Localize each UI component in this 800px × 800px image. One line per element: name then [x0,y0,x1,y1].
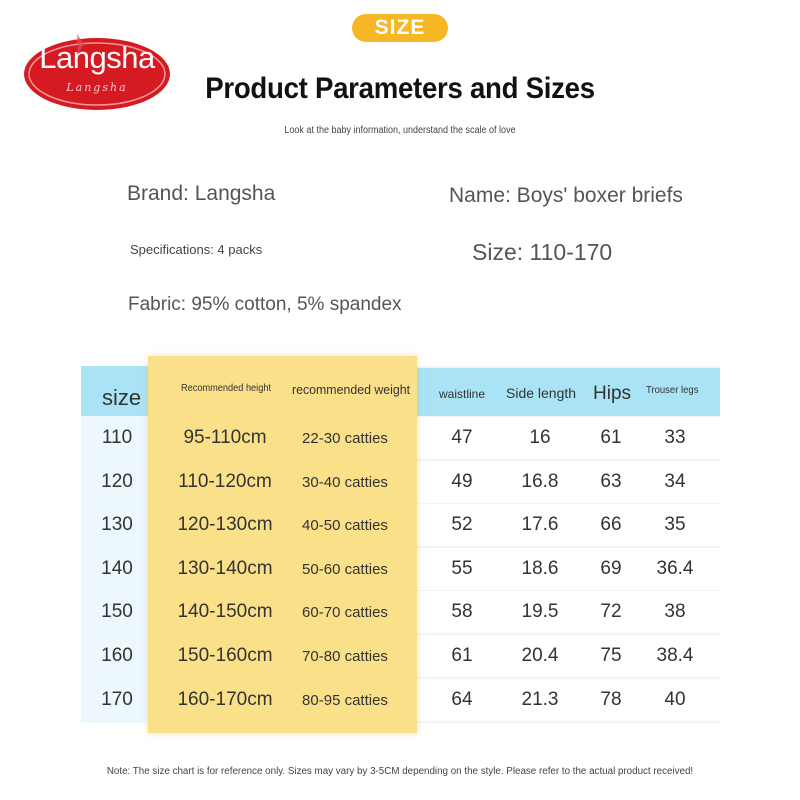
info-size: Size: 110-170 [472,239,613,265]
info-name: Name: Boys' boxer briefs [449,184,683,207]
cell-weight: 40-50 catties [302,517,388,535]
cell-weight: 80-95 catties [302,691,388,709]
info-specifications: Specifications: 4 packs [130,242,263,257]
info-fabric: Fabric: 95% cotton, 5% spandex [128,294,402,315]
header-weight: recommended weight [292,382,411,397]
cell-waistline: 52 [451,514,473,536]
cell-waistline: 55 [451,557,473,579]
cell-hips: 78 [600,688,622,710]
cell-trouser-legs: 33 [664,427,686,448]
cell-side-length: 16.8 [521,470,559,492]
cell-height: 150-160cm [177,645,273,666]
cell-height: 110-120cm [178,470,272,492]
header-hips: Hips [593,383,632,404]
cell-hips: 66 [600,514,622,536]
size-badge: SIZE [352,14,448,42]
cell-size: 140 [101,557,133,579]
cell-size: 150 [101,601,133,623]
cell-trouser-legs: 38 [664,601,686,623]
cell-side-length: 19.5 [521,601,559,623]
cell-size: 120 [101,470,133,492]
cell-hips: 75 [600,645,622,666]
cell-waistline: 58 [451,601,473,623]
cell-height: 140-150cm [177,601,273,623]
cell-height: 95-110cm [183,427,267,448]
cell-side-length: 20.4 [521,645,559,666]
page-title: Product Parameters and Sizes [205,72,595,105]
cell-hips: 69 [600,557,622,579]
cell-hips: 61 [600,427,622,448]
header-size: size [102,385,142,410]
header-trouser-legs: Trouser legs [646,385,699,396]
cell-weight: 70-80 catties [302,648,388,665]
header-waistline: waistline [439,387,486,401]
info-brand: Brand: Langsha [127,182,276,205]
cell-trouser-legs: 35 [664,514,686,536]
header-side-length: Side length [506,385,577,401]
cell-trouser-legs: 38.4 [656,645,694,666]
cell-weight: 30-40 catties [302,473,388,491]
cell-size: 110 [101,427,133,448]
cell-side-length: 21.3 [521,688,559,710]
cell-waistline: 47 [451,427,473,448]
cell-height: 130-140cm [177,557,273,579]
logo-script-text: Langsha [66,81,128,94]
cell-waistline: 49 [451,470,473,492]
cell-side-length: 18.6 [521,557,559,579]
logo-text: Langsha [39,40,155,75]
cell-side-length: 16 [529,427,551,448]
footnote: Note: The size chart is for reference only. Sizes may vary by 3-5CM depending on the style. Please refer to the actual product received! [106,766,694,777]
cell-weight: 60-70 catties [302,604,388,622]
cell-height: 120-130cm [177,514,273,536]
cell-trouser-legs: 36.4 [656,557,694,579]
cell-side-length: 17.6 [521,514,559,536]
cell-weight: 22-30 catties [302,430,388,447]
cell-waistline: 64 [451,688,473,710]
cell-hips: 63 [600,470,622,492]
cell-trouser-legs: 40 [664,688,686,710]
cell-size: 170 [101,688,133,710]
brand-logo [22,30,172,112]
cell-waistline: 61 [451,645,473,666]
cell-size: 130 [101,514,133,536]
page-subtitle: Look at the baby information, understand the scale of love [284,125,516,136]
cell-hips: 72 [600,601,622,623]
header-height: Recommended height [181,383,272,394]
cell-weight: 50-60 catties [302,560,388,578]
cell-size: 160 [101,645,133,666]
cell-height: 160-170cm [177,688,273,710]
cell-trouser-legs: 34 [664,470,686,492]
highlight-column [148,356,417,733]
